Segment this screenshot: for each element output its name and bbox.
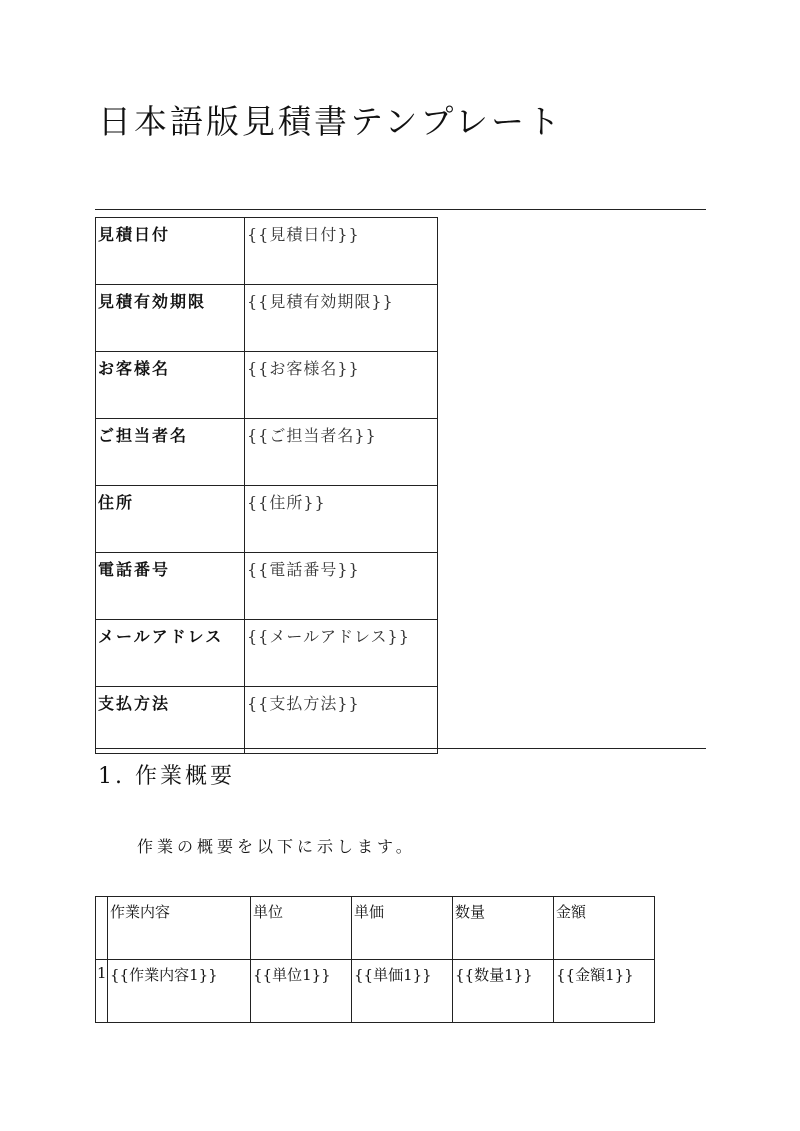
divider-top <box>95 209 706 210</box>
info-label: ご担当者名 <box>96 419 245 486</box>
quote-info-table <box>95 217 438 754</box>
info-value: {{住所}} <box>245 486 438 553</box>
info-value: {{電話番号}} <box>245 553 438 620</box>
info-value: {{メールアドレス}} <box>245 620 438 687</box>
info-row-contact-person <box>96 419 438 486</box>
info-label: 見積有効期限 <box>96 285 245 352</box>
info-label: 電話番号 <box>96 553 245 620</box>
table-row <box>96 960 655 1023</box>
cell-no: 1 <box>96 960 108 1023</box>
cell-unit: {{単位1}} <box>251 960 352 1023</box>
cell-unit-price: {{単価1}} <box>352 960 453 1023</box>
info-label: 住所 <box>96 486 245 553</box>
info-label: メールアドレス <box>96 620 245 687</box>
cell-quantity: {{数量1}} <box>453 960 554 1023</box>
info-label: 見積日付 <box>96 218 245 285</box>
section-description: 作業の概要を以下に示します。 <box>137 837 416 856</box>
column-header-no <box>96 897 108 960</box>
info-value: {{支払方法}} <box>245 687 438 754</box>
column-header-description: 作業内容 <box>108 897 251 960</box>
page-title: 日本語版見積書テンプレート <box>98 102 564 141</box>
column-header-unit-price: 単価 <box>352 897 453 960</box>
column-header-quantity: 数量 <box>453 897 554 960</box>
column-header-amount: 金額 <box>554 897 655 960</box>
info-row-quote-expiry <box>96 285 438 352</box>
info-row-quote-date <box>96 218 438 285</box>
info-row-address <box>96 486 438 553</box>
cell-description: {{作業内容1}} <box>108 960 251 1023</box>
section-heading: 1. 作業概要 <box>98 764 235 789</box>
info-label: お客様名 <box>96 352 245 419</box>
cell-amount: {{金額1}} <box>554 960 655 1023</box>
table-header-row <box>96 897 655 960</box>
column-header-unit: 単位 <box>251 897 352 960</box>
info-value: {{ご担当者名}} <box>245 419 438 486</box>
info-value: {{見積有効期限}} <box>245 285 438 352</box>
info-row-payment-method <box>96 687 438 754</box>
info-row-customer-name <box>96 352 438 419</box>
info-value: {{見積日付}} <box>245 218 438 285</box>
info-row-email <box>96 620 438 687</box>
info-label: 支払方法 <box>96 687 245 754</box>
divider-section <box>95 748 706 749</box>
work-items-table <box>95 896 655 1023</box>
info-row-phone <box>96 553 438 620</box>
info-value: {{お客様名}} <box>245 352 438 419</box>
